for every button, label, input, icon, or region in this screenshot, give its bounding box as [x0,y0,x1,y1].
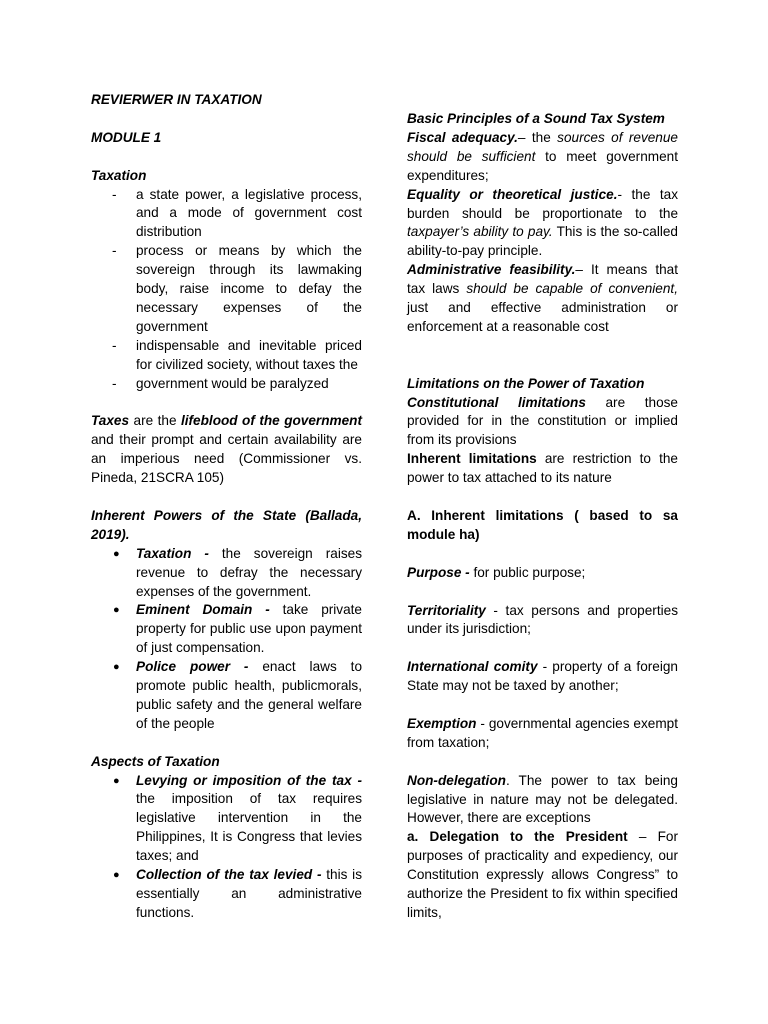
aspects-heading: Aspects of Taxation [91,753,220,769]
dash-marker: - [112,337,117,353]
list-item: ● Collection of the tax levied - this is essentially an administrative functions. [113,867,362,920]
bullet-icon: ● [113,604,120,617]
bullet-icon: ● [113,661,120,674]
taxation-heading: Taxation [91,167,147,183]
dash-marker: - [112,243,117,259]
principles-heading: Basic Principles of a Sound Tax System [407,111,665,126]
lifeblood-paragraph: Taxes are the lifeblood of the government and their prompt and certain availability are an imperious need (Commissioner vs. Pineda, 21SCRA 105) [91,413,362,486]
inherent-limitations-paragraph: Inherent limitations are restriction to the power to tax attached to its nature [407,451,678,486]
left-column [91,91,362,923]
purpose-paragraph: Purpose - for public purpose; [407,564,586,580]
exemption-paragraph: Exemption - governmental agencies exempt from taxation; [407,715,678,750]
document-title: REVIERWER IN TAXATION [91,92,262,107]
bullet-icon: ● [113,547,120,560]
dash-marker: - [112,375,117,391]
non-delegation-paragraph: Non-delegation. The power to tax being legislative in nature may not be delegated. However, there are exceptions [407,772,678,826]
fiscal-adequacy-paragraph: Fiscal adequacy.– the sources of revenue should be sufficient to meet government expenditures; [407,129,678,183]
international-comity-paragraph: International comity - property of a foreign State may not be taxed by another; [407,659,678,694]
bullet-icon: ● [113,869,120,882]
section-a-heading: A. Inherent limitations ( based to sa module ha) [407,508,678,542]
inherent-powers-heading: Inherent Powers of the State (Ballada, 2019). [91,507,362,542]
limitations-heading: Limitations on the Power of Taxation [407,375,645,391]
list-item: - process or means by which the sovereign through its lawmaking body, raise income to defay the necessary expenses of the government [112,243,362,334]
equality-paragraph: Equality or theoretical justice.- the tax burden should be proportionate to the taxpayer’s ability to pay. This is the so-called ability-to-pay principle. [407,186,678,259]
constitutional-limitations-paragraph: Constitutional limitations are those provided for in the constitution or implied from its provisions [407,394,678,448]
list-item: - a state power, a legislative process, and a mode of government cost distribution [112,186,362,240]
inherent-powers-list [91,545,362,734]
list-item: ● Police power - enact laws to promote public health, publicmorals, public safety and the general welfare of the people [113,659,363,731]
list-item: ● Levying or imposition of the tax - the imposition of tax requires legislative intervention in the Philippines, It is Congress that levies taxes; and [113,772,362,864]
administrative-feasibility-paragraph: Administrative feasibility.– It means that tax laws should be capable of convenient, just and effective administration or enforcement at a reasonable cost [407,262,678,334]
right-column [407,110,678,923]
bullet-icon: ● [113,774,120,787]
module-heading: MODULE 1 [91,129,162,145]
territoriality-paragraph: Territoriality - tax persons and properties under its jurisdiction; [407,602,678,637]
list-item: - government would be paralyzed [91,375,362,394]
aspects-list [91,772,362,923]
dash-marker: - [112,186,117,202]
list-item: ● Eminent Domain - take private property for public use upon payment of just compensation. [113,602,362,656]
taxation-list [91,186,362,394]
list-item: ● Taxation - the sovereign raises revenue to defray the necessary expenses of the government. [113,545,362,599]
list-item: - indispensable and inevitable priced for civilized society, without taxes the [112,337,362,372]
delegation-president-paragraph: a. Delegation to the President – For purposes of practicality and expediency, our Constitution expressly allows Congress” to authorize the President to fix within specified limits, [407,829,678,920]
